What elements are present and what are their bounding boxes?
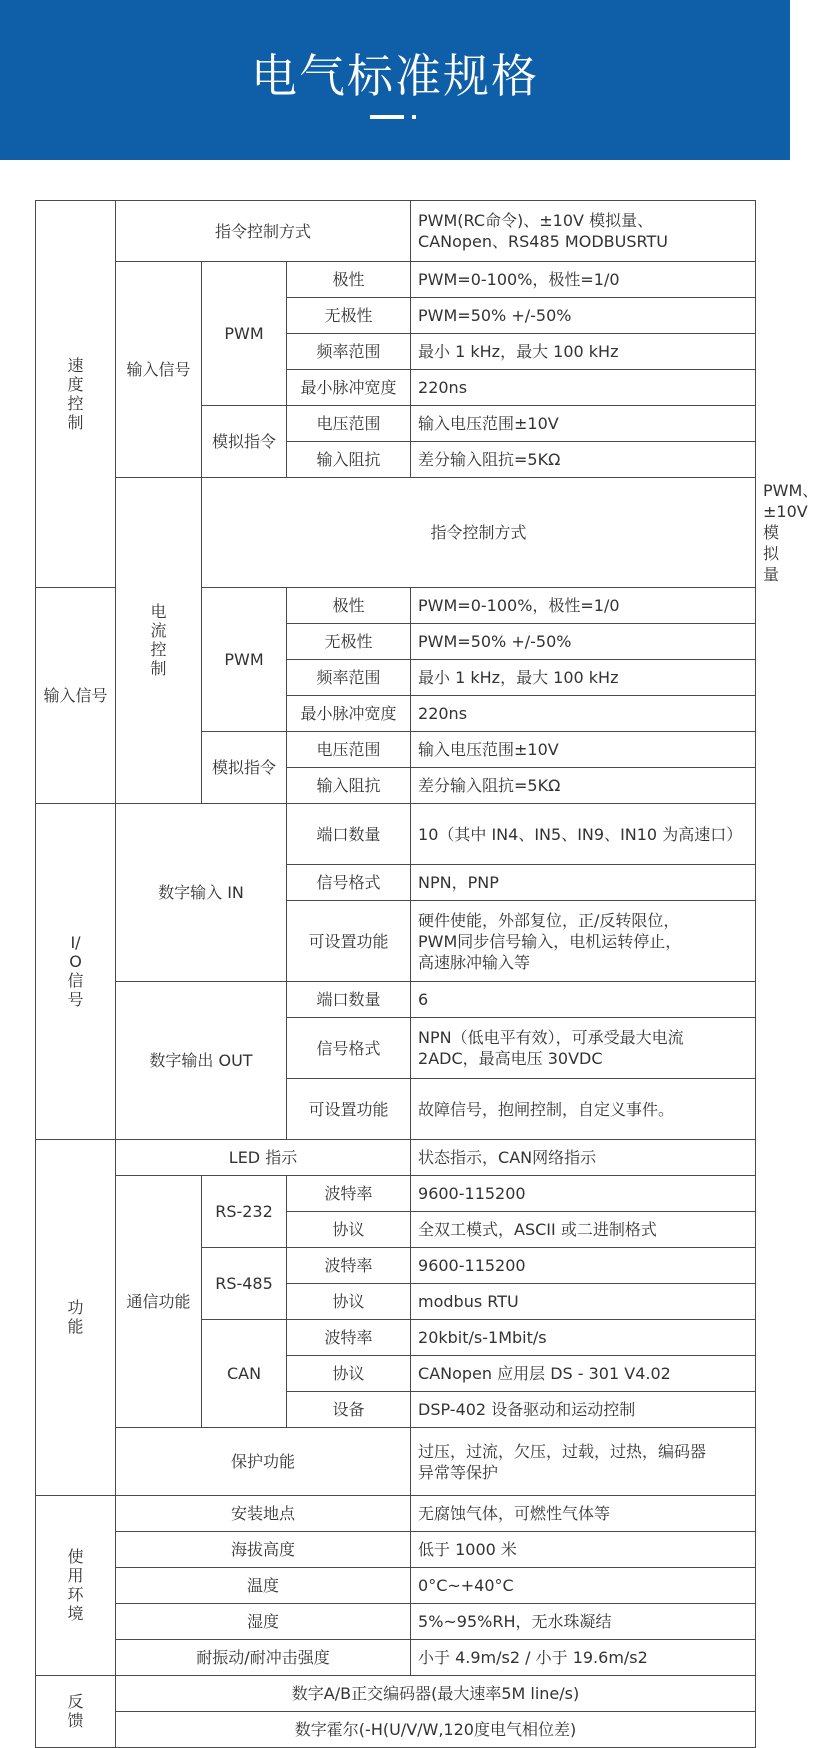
row-value: 220ns <box>411 696 756 732</box>
row-label: 温度 <box>116 1568 411 1604</box>
row-value: 硬件使能，外部复位，正/反转限位， PWM同步信号输入，电机运转停止， 高速脉冲输入等 <box>411 901 756 982</box>
row-value: 差分输入阻抗=5KΩ <box>411 442 756 478</box>
row-value: PWM=50% +/-50% <box>411 624 756 660</box>
row-label: 模拟指令 <box>202 406 287 478</box>
section-env: 使用环境 <box>36 1496 116 1676</box>
row-label: 指令控制方式 <box>202 478 756 588</box>
row-value: 9600-115200 <box>411 1176 756 1212</box>
row-label: 指令控制方式 <box>116 201 411 262</box>
row-label: 波特率 <box>287 1320 411 1356</box>
row-label: 输入信号 <box>36 588 116 804</box>
row-value: PWM=0-100%，极性=1/0 <box>411 262 756 298</box>
row-label: PWM <box>202 262 287 406</box>
row-value: CANopen 应用层 DS - 301 V4.02 <box>411 1356 756 1392</box>
row-value: 输入电压范围±10V <box>411 732 756 768</box>
row-label: 最小脉冲宽度 <box>287 370 411 406</box>
row-label: 无极性 <box>287 298 411 334</box>
row-label: 频率范围 <box>287 334 411 370</box>
row-value: 输入电压范围±10V <box>411 406 756 442</box>
table-row <box>36 1640 756 1676</box>
table-row <box>36 1176 756 1212</box>
row-value: 故障信号，抱闸控制，自定义事件。 <box>411 1079 756 1140</box>
row-value: 10（其中 IN4、IN5、IN9、IN10 为高速口） <box>411 804 756 865</box>
table-row <box>36 262 756 298</box>
row-label: 端口数量 <box>287 804 411 865</box>
row-label: 输入阻抗 <box>287 442 411 478</box>
row-label: 设备 <box>287 1392 411 1428</box>
section-io: I/O信号 <box>36 804 116 1140</box>
row-value: modbus RTU <box>411 1284 756 1320</box>
row-label: 最小脉冲宽度 <box>287 696 411 732</box>
row-label: RS-232 <box>202 1176 287 1248</box>
row-label: 频率范围 <box>287 660 411 696</box>
row-value: 0°C~+40°C <box>411 1568 756 1604</box>
table-row <box>36 201 756 262</box>
row-label: 可设置功能 <box>287 1079 411 1140</box>
row-value: 最小 1 kHz，最大 100 kHz <box>411 334 756 370</box>
row-label: RS-485 <box>202 1248 287 1320</box>
table-row <box>36 804 756 865</box>
row-label: 波特率 <box>287 1176 411 1212</box>
row-label: 波特率 <box>287 1248 411 1284</box>
row-value: 过压，过流，欠压，过载，过热，编码器 异常等保护 <box>411 1428 756 1496</box>
row-value: 5%~95%RH，无水珠凝结 <box>411 1604 756 1640</box>
title-underline <box>370 115 404 119</box>
table-row: 电流控制 指令控制方式 PWM、±10V 模拟量 <box>36 478 756 588</box>
row-value: 6 <box>411 982 756 1018</box>
table-row <box>36 1496 756 1532</box>
row-label: 输入阻抗 <box>287 768 411 804</box>
row-value: 低于 1000 米 <box>411 1532 756 1568</box>
row-label: CAN <box>202 1320 287 1428</box>
row-value: NPN（低电平有效），可承受最大电流 2ADC，最高电压 30VDC <box>411 1018 756 1079</box>
row-label: 数字输出 OUT <box>116 982 287 1140</box>
section-func: 功能 <box>36 1140 116 1496</box>
table-row <box>36 1712 756 1748</box>
row-value: 220ns <box>411 370 756 406</box>
row-value: PWM=0-100%，极性=1/0 <box>411 588 756 624</box>
row-value: 最小 1 kHz，最大 100 kHz <box>411 660 756 696</box>
table-row <box>36 1568 756 1604</box>
row-label: 协议 <box>287 1356 411 1392</box>
section-speed: 速度控制 <box>36 201 116 588</box>
row-value: DSP-402 设备驱动和运动控制 <box>411 1392 756 1428</box>
row-label: PWM <box>202 588 287 732</box>
row-label: 数字输入 IN <box>116 804 287 982</box>
row-label: 极性 <box>287 262 411 298</box>
row-label: 数字霍尔(-H(U/V/W,120度电气相位差) <box>116 1712 756 1748</box>
table-row <box>36 1604 756 1640</box>
row-label: 模拟指令 <box>202 732 287 804</box>
row-value: NPN，PNP <box>411 865 756 901</box>
row-label: 信号格式 <box>287 1018 411 1079</box>
row-label: 湿度 <box>116 1604 411 1640</box>
row-label: 数字A/B正交编码器(最大速率5M line/s) <box>116 1676 756 1712</box>
row-label: 海拔高度 <box>116 1532 411 1568</box>
row-label: 耐振动/耐冲击强度 <box>116 1640 411 1676</box>
row-value: PWM=50% +/-50% <box>411 298 756 334</box>
row-label: 通信功能 <box>116 1176 202 1428</box>
title-underline-dot <box>412 115 416 119</box>
row-label: 端口数量 <box>287 982 411 1018</box>
page-title: 电气标准规格 <box>251 49 539 103</box>
row-label: 保护功能 <box>116 1428 411 1496</box>
row-label: 安装地点 <box>116 1496 411 1532</box>
section-feedback: 反馈 <box>36 1676 116 1748</box>
table-row <box>36 1140 756 1176</box>
table-row <box>36 1676 756 1712</box>
row-label: 协议 <box>287 1284 411 1320</box>
table-row <box>36 1428 756 1496</box>
row-label: 输入信号 <box>116 262 202 478</box>
row-label: 信号格式 <box>287 865 411 901</box>
row-value: 状态指示，CAN网络指示 <box>411 1140 756 1176</box>
table-row <box>36 1532 756 1568</box>
row-label: LED 指示 <box>116 1140 411 1176</box>
table-row <box>36 982 756 1018</box>
row-value: 全双工模式，ASCII 或二进制格式 <box>411 1212 756 1248</box>
row-value: 20kbit/s-1Mbit/s <box>411 1320 756 1356</box>
section-current: 电流控制 <box>116 478 202 804</box>
row-label: 电压范围 <box>287 732 411 768</box>
row-value: 9600-115200 <box>411 1248 756 1284</box>
row-value: 无腐蚀气体，可燃性气体等 <box>411 1496 756 1532</box>
row-value: 小于 4.9m/s2 / 小于 19.6m/s2 <box>411 1640 756 1676</box>
row-label: 可设置功能 <box>287 901 411 982</box>
row-label: 极性 <box>287 588 411 624</box>
row-label: 协议 <box>287 1212 411 1248</box>
row-value: 差分输入阻抗=5KΩ <box>411 768 756 804</box>
row-value: PWM(RC命令)、±10V 模拟量、 CANopen、RS485 MODBUSRTU <box>411 201 756 262</box>
row-label: 电压范围 <box>287 406 411 442</box>
header-banner <box>0 0 790 160</box>
spec-table <box>35 200 818 1748</box>
row-label: 无极性 <box>287 624 411 660</box>
